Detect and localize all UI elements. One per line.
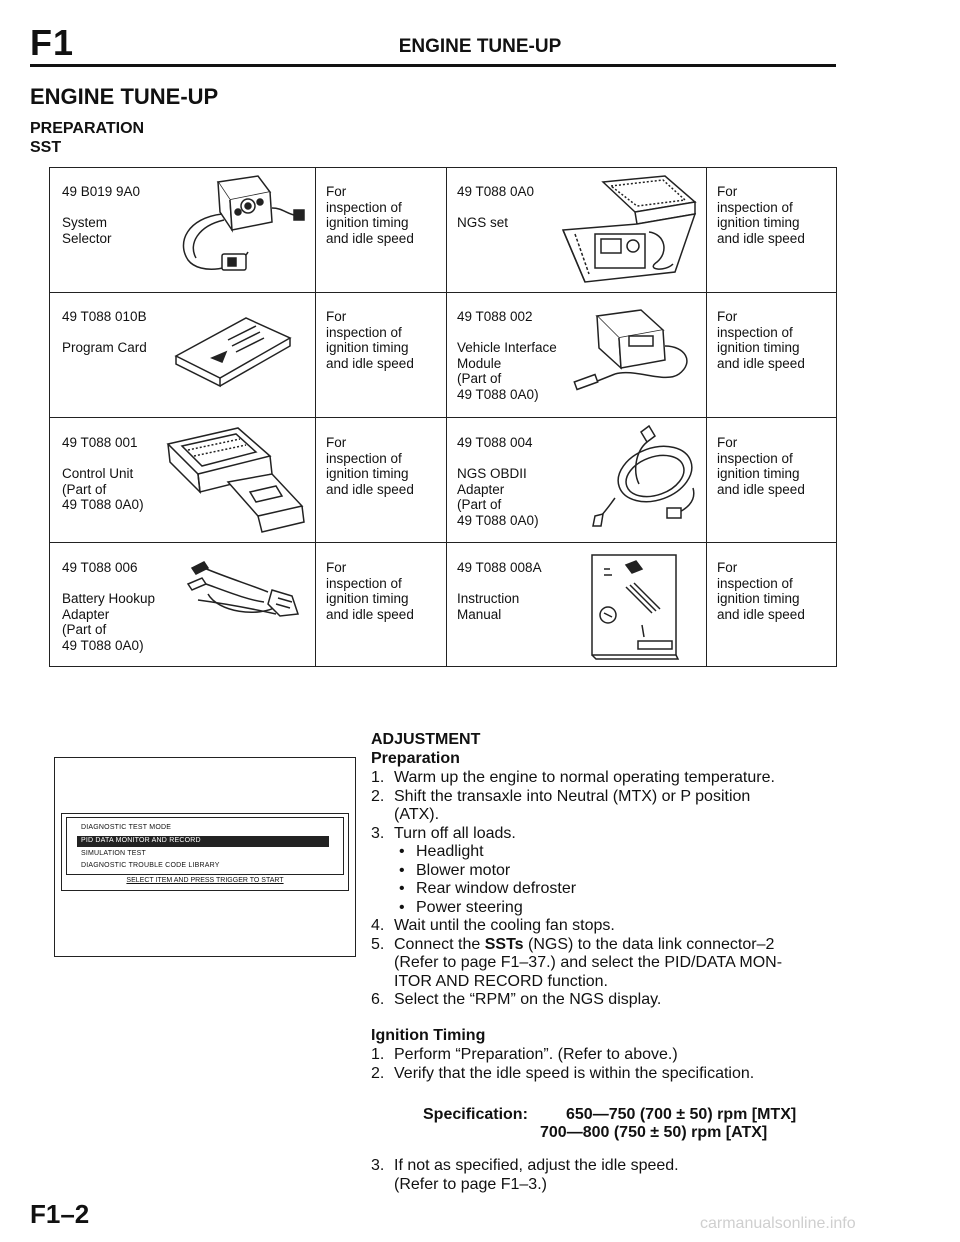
spec-mtx: 650—750 (700 ± 50) rpm [MTX]: [566, 1106, 797, 1123]
prep-step: 3. Turn off all loads.: [371, 825, 516, 842]
sst-use: For inspection of ignition timing and idle speed: [326, 184, 414, 246]
step-text: Warm up the engine to normal operating temperature.: [394, 769, 775, 786]
menu-item[interactable]: DIAGNOSTIC TROUBLE CODE LIBRARY: [81, 862, 220, 869]
sst-name: 49 T088 001 Control Unit (Part of 49 T088 0A0): [62, 435, 144, 512]
vehicle-interface-module-icon: [555, 302, 705, 394]
step-text: Select the “RPM” on the NGS display.: [394, 991, 662, 1008]
adjustment-heading: ADJUSTMENT: [371, 731, 481, 748]
header-rule: [30, 64, 836, 67]
prep-step: 5. Connect the SSTs (NGS) to the data link connector–2: [371, 936, 775, 953]
step-text: Verify that the idle speed is within the specification.: [394, 1065, 755, 1082]
sst-name: 49 T088 006 Battery Hookup Adapter (Part of 49 T088 0A0): [62, 560, 156, 653]
page-number: F1–2: [30, 1199, 90, 1229]
table-divider: [50, 417, 836, 418]
step-text: Wait until the cooling fan stops.: [394, 917, 615, 934]
screen-instruction: SELECT ITEM AND PRESS TRIGGER TO START: [126, 877, 284, 884]
control-unit-icon: [158, 422, 308, 540]
obdii-adapter-cable-icon: [585, 422, 705, 542]
prep-step: 4. Wait until the cooling fan stops.: [371, 917, 615, 934]
page-title: ENGINE TUNE-UP: [30, 84, 219, 109]
step-text: Connect the SSTs (NGS) to the data link connector–2: [394, 936, 775, 953]
step-continuation: ITOR AND RECORD function.: [394, 973, 608, 990]
ngs-set-case-icon: [545, 172, 705, 288]
sst-table: [49, 167, 837, 667]
step-text: Shift the transaxle into Neutral (MTX) or P position: [394, 788, 751, 805]
sst-name: 49 T088 010B Program Card: [62, 309, 147, 355]
ignition-step: 2. Verify that the idle speed is within the specification.: [371, 1065, 755, 1082]
step-text: Turn off all loads.: [394, 825, 516, 842]
load-item: • Power steering: [399, 899, 523, 916]
sst-name: 49 T088 004 NGS OBDII Adapter (Part of 49 T088 0A0): [457, 435, 539, 528]
load-item: • Headlight: [399, 843, 484, 860]
sst-use: For inspection of ignition timing and idle speed: [717, 184, 805, 246]
subheading-preparation: PREPARATION: [30, 120, 145, 137]
ignition-step: 1. Perform “Preparation”. (Refer to above.): [371, 1046, 678, 1063]
prep-step: 6. Select the “RPM” on the NGS display.: [371, 991, 662, 1008]
ngs-screen-figure: [54, 757, 356, 957]
load-item: • Rear window defroster: [399, 880, 577, 897]
spec-atx: 700—800 (750 ± 50) rpm [ATX]: [540, 1124, 768, 1141]
menu-item[interactable]: SIMULATION TEST: [81, 850, 146, 857]
menu-item-selected[interactable]: PID DATA MONITOR AND RECORD: [81, 837, 201, 844]
preparation-heading: Preparation: [371, 750, 460, 767]
step-text: Perform “Preparation”. (Refer to above.): [394, 1046, 678, 1063]
prep-step: 2. Shift the transaxle into Neutral (MTX) or P position: [371, 788, 751, 805]
header-title: ENGINE TUNE-UP: [398, 36, 562, 57]
sst-name: 49 B019 9A0 System Selector: [62, 184, 141, 246]
step-continuation: (Refer to page F1–3.): [394, 1176, 547, 1193]
section-code: F1: [30, 22, 75, 63]
instruction-manual-icon: [586, 551, 686, 661]
ngs-display: [61, 813, 349, 891]
ngs-menu: [66, 817, 344, 875]
sst-use: For inspection of ignition timing and idle speed: [326, 560, 414, 622]
sst-use: For inspection of ignition timing and idle speed: [326, 435, 414, 497]
table-divider: [50, 292, 836, 293]
spec-label: Specification:: [423, 1106, 528, 1123]
sst-name: 49 T088 002 Vehicle Interface Module (Part of 49 T088 0A0): [457, 309, 557, 402]
step-continuation: (Refer to page F1–37.) and select the PID/DATA MON-: [394, 954, 783, 971]
program-card-icon: [168, 308, 298, 394]
table-divider: [50, 542, 836, 543]
sst-use: For inspection of ignition timing and idle speed: [717, 435, 805, 497]
prep-step: 1. Warm up the engine to normal operating temperature.: [371, 769, 775, 786]
system-selector-icon: [158, 172, 308, 288]
sst-use: For inspection of ignition timing and idle speed: [326, 309, 414, 371]
step-continuation: (ATX).: [394, 806, 440, 823]
watermark: carmanualsonline.info: [700, 1215, 856, 1232]
load-item: • Blower motor: [399, 862, 511, 879]
ignition-step: 3. If not as specified, adjust the idle speed.: [371, 1157, 679, 1174]
battery-hookup-adapter-icon: [168, 548, 308, 644]
menu-item[interactable]: DIAGNOSTIC TEST MODE: [81, 824, 172, 831]
ignition-timing-heading: Ignition Timing: [371, 1027, 486, 1044]
sst-name: 49 T088 0A0 NGS set: [457, 184, 535, 230]
sst-use: For inspection of ignition timing and idle speed: [717, 309, 805, 371]
step-text: If not as specified, adjust the idle speed.: [394, 1157, 679, 1174]
subheading-sst: SST: [30, 139, 62, 156]
sst-name: 49 T088 008A Instruction Manual: [457, 560, 542, 622]
sst-use: For inspection of ignition timing and idle speed: [717, 560, 805, 622]
